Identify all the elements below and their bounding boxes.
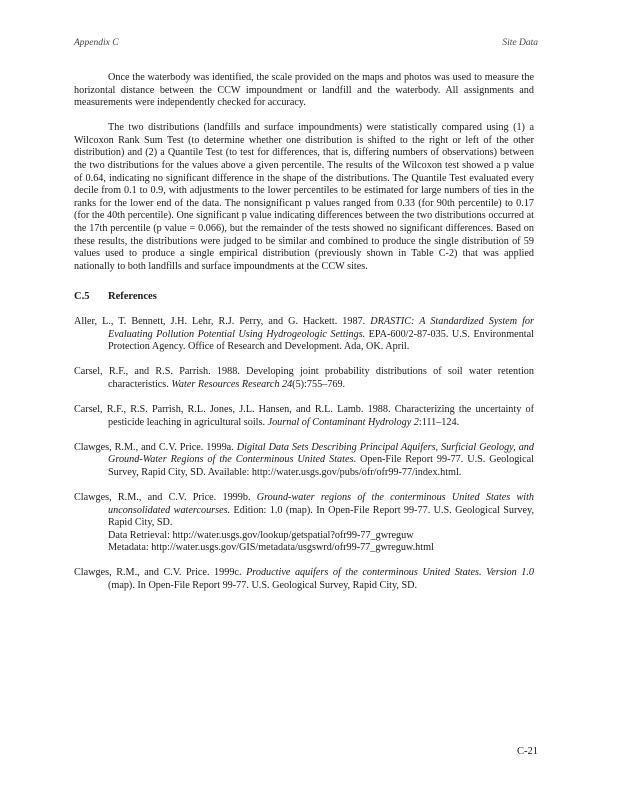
reference-text: Carsel, R.F., and R.S. Parrish. 1988. Developing joint probability distributions of soil water retention characteristics. <box>74 366 534 390</box>
reference-text-post: EPA-600/2-87-035. U.S. Environmental Protection Agency. Office of Research and Development. Ada, OK. April. <box>108 328 534 353</box>
page-header <box>74 38 538 48</box>
reference-item <box>74 442 534 480</box>
reference-text: Clawges, R.M., and C.V. Price. 1999a. <box>74 441 237 453</box>
reference-text: Clawges, R.M., and C.V. Price. 1999b. <box>74 491 257 503</box>
reference-title: Productive aquifers of the conterminous United States. Version 1.0 <box>246 567 534 579</box>
reference-text-post: (map). In Open-File Report 99-77. U.S. Geological Survey, Rapid City, SD. <box>108 580 418 591</box>
section-title: References <box>108 291 157 303</box>
reference-text-post: (5):755–769. <box>292 378 346 390</box>
page-number: C-21 <box>517 746 538 757</box>
reference-title: DRASTIC: A Standardized System for Evaluating Pollution Potential Using Hydrogeologic Settings. <box>108 316 534 340</box>
metadata-link[interactable]: Metadata: http://water.usgs.gov/GIS/metadata/usgswrd/ofr99-77_gwreguw.html <box>108 542 434 554</box>
reference-text: Aller, L., T. Bennett, J.H. Lehr, R.J. Perry, and G. Hackett. 1987. <box>74 316 371 327</box>
reference-list <box>74 316 534 593</box>
reference-item <box>74 492 534 555</box>
paragraph-waterbody: Once the waterbody was identified, the scale provided on the maps and photos was used to measure the horizontal distance between the CCW impoundment or landfill and the waterbody. All assignments and measurements were independently checked for accuracy. <box>74 72 534 109</box>
reference-title: Ground-water regions of the conterminous United States with unconsolidated watercourses. <box>108 491 534 516</box>
data-retrieval-link[interactable]: Data Retrieval: http://water.usgs.gov/lookup/getspatial?ofr99-77_gwreguw <box>108 529 414 541</box>
header-right: Site Data <box>502 38 538 48</box>
reference-title: Water Resources Research 24 <box>171 378 293 390</box>
reference-item <box>74 567 534 592</box>
reference-title: Journal of Contaminant Hydrology 2 <box>267 416 419 428</box>
reference-item <box>74 366 534 391</box>
section-heading <box>74 291 534 304</box>
reference-text-post: . Open-File Report 99-77. U.S. Geological Survey, Rapid City, SD. Available: http://water.usgs.gov/pubs/ofr/ofr99-77/index.html. <box>108 454 534 478</box>
header-left: Appendix C <box>74 38 119 48</box>
section-number: C.5 <box>74 291 90 303</box>
reference-text-post: :111–124. <box>418 416 460 428</box>
reference-text: Clawges, R.M., and C.V. Price. 1999c. <box>74 567 247 579</box>
reference-text: Carsel, R.F., R.S. Parrish, R.L. Jones, J.L. Hansen, and R.L. Lamb. 1988. Characterizing the uncertainty of pesticide leaching in agricultural soils. <box>74 403 534 428</box>
reference-item <box>74 404 534 429</box>
reference-item <box>74 316 534 354</box>
reference-text-post: Edition: 1.0 (map). In Open-File Report 99-77. U.S. Geological Survey, Rapid City, SD. <box>108 504 534 529</box>
reference-title: Digital Data Sets Describing Principal Aquifers, Surficial Geology, and Ground-Water Regions of the Conterminous United States <box>108 441 534 466</box>
paragraph-distributions: The two distributions (landfills and surface impoundments) were statistically compared using (1) a Wilcoxon Rank Sum Test (to determine whether one distribution is shifted to the right or left of the other distribution) and (2) a Quantile Test (to test for differences, that is, differing numbers of observations) between the two distributions for the values above a given percentile. The results of the Wilcoxon test showed a p value of 0.64, indicating no significant difference in the shape of the distributions. The Quantile Test evaluated every decile from 0.1 to 0.9, with adjustments to the lower percentiles to be estimated for large numbers of ties in the ranks for the lower end of the data. The nonsignificant p values ranged from 0.33 (for 90th percentile) to 0.17 (for the 40th percentile). One significant p value indicating differences between the two distributions occurred at the 17th percentile (p value = 0.066), but the remainder of the tests showed no significant differences. Based on these results, the distributions were judged to be similar and combined to produce the single distribution of 59 values used to produce a single empirical distribution (previously shown in Table C-2) that was applied nationally to both landfills and surface impoundments at the CCW sites. <box>74 122 534 272</box>
page-content <box>74 72 534 605</box>
